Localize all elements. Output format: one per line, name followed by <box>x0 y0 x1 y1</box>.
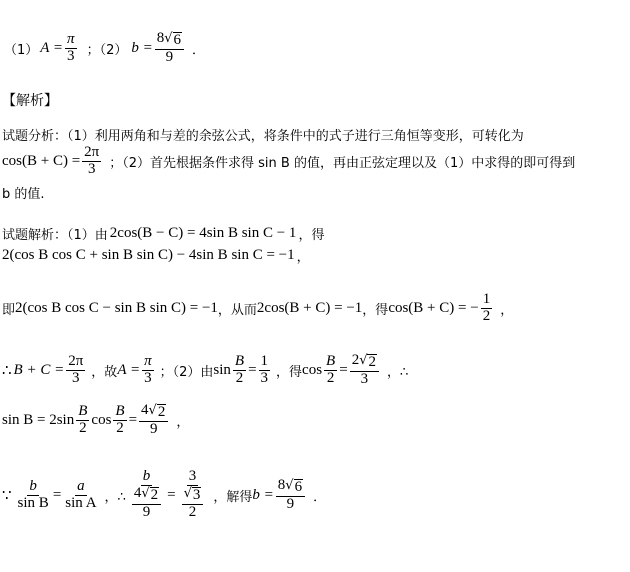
solution-l6-f1-den: sin B <box>17 494 49 511</box>
solution-l5-val-den: 9 <box>149 420 158 437</box>
sqrt-symbol: √ 6 <box>285 477 303 495</box>
answer-b-num-rad: 6 <box>173 31 182 48</box>
solution-l6-fraction5 <box>276 478 305 513</box>
solution-l4-sin: sin <box>213 361 231 378</box>
solution-l4-eq2: = <box>339 361 348 378</box>
solution-l5-end: ， <box>176 414 190 430</box>
solution-l6-eq2: = <box>167 486 176 503</box>
solution-l6-f4-den-den: 2 <box>188 503 197 520</box>
solution-line2 <box>2 246 310 265</box>
answer-part1-label: （1） <box>4 42 39 58</box>
solution-l1-suffix: ，得 <box>298 228 325 243</box>
answer-A-eq: A = <box>40 39 64 56</box>
solution-l3-fraction <box>481 292 493 325</box>
solution-l4-sin-den: 2 <box>235 369 244 386</box>
solution-l5-f2-den: 2 <box>116 419 124 436</box>
solution-l6-b: b = <box>252 486 274 503</box>
solution-l4-val-num: 1 <box>260 352 269 369</box>
solution-l4-A-den: 3 <box>144 369 152 386</box>
analysis-line2-rest: ；（2）首先根据条件求得 sin B 的值，再由正弦定理以及（1）中求得的即可得到 <box>109 155 576 171</box>
solution-line3 <box>2 288 513 328</box>
analysis-cos-num: 2π <box>84 143 100 160</box>
therefore-symbol: ∴ <box>2 362 12 379</box>
solution-l3-mid2: ，得 <box>362 302 389 318</box>
solution-l5-f1-den: 2 <box>79 419 87 436</box>
sqrt-symbol: √ 6 <box>164 30 182 48</box>
solution-l4-cos-val-den: 3 <box>360 370 369 387</box>
solution-l6-fraction1 <box>16 479 51 512</box>
solution-l4-cos: cos <box>302 361 323 378</box>
solution-l4-eq: = <box>248 361 257 378</box>
solution-l4-A-num: π <box>144 352 152 369</box>
solution-l4-cos-num: B <box>326 352 336 369</box>
solution-line5 <box>2 398 189 442</box>
solution-l5-val-coef: 4 <box>141 401 149 418</box>
solution-line4 <box>2 348 408 392</box>
solution-l5-f2-num: B <box>115 402 125 419</box>
solution-l5-eq: = <box>128 411 138 428</box>
solution-l6-f2-num: a <box>77 477 85 494</box>
solution-l4-cos-den: 2 <box>326 369 335 386</box>
solution-l5-fraction1 <box>76 404 89 437</box>
solution-l1-eq: 2cos(B − C) = 4sin B sin C − 1 <box>109 225 297 241</box>
answer-b-fraction <box>155 31 184 66</box>
solution-l6-f3-den-rad: 2 <box>150 487 159 504</box>
solution-l4-mid2: ；（2）由 <box>159 364 214 380</box>
solution-l6-mid: ，∴ <box>104 489 126 505</box>
solution-l4-end: ，∴ <box>386 364 409 380</box>
solution-line1 <box>2 224 324 243</box>
sqrt-symbol: √ 2 <box>148 402 166 420</box>
solution-l5-cos: cos <box>91 411 112 428</box>
answer-sep: ；（2） <box>86 42 128 58</box>
solution-l6-b-rad: 6 <box>294 478 303 495</box>
solution-l6-fraction3 <box>128 469 165 520</box>
solution-l6-f4-den <box>178 486 208 521</box>
solution-l4-fraction1 <box>66 354 85 387</box>
solution-l4-cos-val-rad: 2 <box>368 353 376 370</box>
solution-l3-den: 2 <box>482 307 491 324</box>
answer-end: ． <box>192 42 206 58</box>
solution-l6-f2-den: sin A <box>65 494 97 511</box>
answer-A-num: π <box>67 30 75 47</box>
solution-l4-fraction6 <box>350 353 379 388</box>
analysis-cos-lhs: cos(B + C) = <box>2 152 81 169</box>
solution-l4-mid3: ，得 <box>276 364 303 380</box>
section-title: 【解析】 <box>2 93 58 109</box>
answer-line <box>4 26 205 70</box>
solution-l6-fraction2 <box>63 479 98 512</box>
solution-l4-fraction2 <box>142 354 154 387</box>
sqrt-symbol: √ 2 <box>359 352 376 370</box>
answer-A-den: 3 <box>67 47 75 64</box>
solution-l6-fraction4 <box>178 469 208 520</box>
analysis-cos-fraction <box>82 145 101 178</box>
solution-l2-suffix: ， <box>296 250 310 265</box>
sqrt-symbol: √ 2 <box>141 486 159 504</box>
solution-l3-end: ， <box>500 302 514 318</box>
solution-l6-f4-den-fraction <box>182 486 204 521</box>
solution-l4-sin-num: B <box>234 352 245 369</box>
answer-b-num-coef: 8 <box>156 29 165 46</box>
solution-l6-end: ． <box>313 489 327 505</box>
solution-l6-f4-den-num <box>182 486 204 505</box>
analysis-line3: b 的值. <box>2 187 45 202</box>
answer-b-num <box>155 31 184 50</box>
solution-l3-num: 1 <box>482 290 491 307</box>
solution-l6-f1-num: b <box>29 477 37 494</box>
analysis-cos-den: 3 <box>87 160 96 177</box>
solution-l2-eq: 2(cos B cos C + sin B sin C) − 4sin B sin C = −1 <box>2 247 295 263</box>
solution-l5-fraction2 <box>113 404 126 437</box>
solution-l6-b-den: 9 <box>286 495 295 512</box>
sqrt-symbol: √ 3 <box>183 486 201 504</box>
solution-l4-val-den: 3 <box>260 369 269 386</box>
answer-A-fraction <box>65 32 77 65</box>
solution-l4-fraction5 <box>324 354 337 387</box>
analysis-line2 <box>2 142 575 180</box>
solution-l6-f3-den-fraction <box>132 486 161 521</box>
solution-l6-b-coef: 8 <box>277 476 286 493</box>
answer-b-eq: b = <box>131 39 153 56</box>
solution-l4-fraction4 <box>259 354 271 387</box>
solution-l6-mid2: ，解得 <box>213 489 253 505</box>
solution-l6-f4-den-rad: 3 <box>192 487 201 504</box>
answer-b-den: 9 <box>165 48 174 65</box>
solution-l6-f3-num: b <box>142 468 151 485</box>
solution-l6-f3-den <box>128 486 165 521</box>
solution-l6-b-num <box>276 478 305 497</box>
solution-l4-num: 2π <box>68 352 84 369</box>
solution-l4-cos-val-coef: 2 <box>351 351 360 368</box>
solution-line6 <box>2 462 326 528</box>
solution-l4-A: A = <box>117 361 141 378</box>
solution-l5-val-num <box>139 403 168 422</box>
solution-l3-prefix: 即 <box>2 302 16 318</box>
solution-l1-prefix: 试题解析：（1）由 <box>2 228 108 243</box>
solution-l6-f3-den-coef: 4 <box>133 485 142 502</box>
solution-l5-fraction3 <box>139 403 168 438</box>
solution-l6-f3-den-num <box>132 486 161 505</box>
solution-l6-f3-den-den: 9 <box>142 503 151 520</box>
solution-l3-eq2: 2cos(B + C) = −1 <box>256 299 363 316</box>
solution-l6-eq: = <box>52 486 62 503</box>
solution-l4-fraction3 <box>233 354 246 387</box>
solution-l4-den: 3 <box>72 369 80 386</box>
solution-l5-f1-num: B <box>78 402 88 419</box>
because-symbol: ∵ <box>2 487 12 504</box>
solution-l5-val-rad: 2 <box>157 403 166 420</box>
solution-l4-mid: ，故 <box>91 364 118 380</box>
solution-l4-lhs: B + C = <box>13 361 65 378</box>
solution-l3-eq3: cos(B + C) = − <box>388 299 479 316</box>
solution-l6-f4-num: 3 <box>188 468 197 485</box>
analysis-line1: 试题分析：（1）利用两角和与差的余弦公式，将条件中的式子进行三角恒等变形，可转化为 <box>2 129 524 144</box>
solution-l4-cos-val-num <box>350 353 379 372</box>
solution-l3-mid: ，从而 <box>217 302 257 318</box>
solution-l5-lhs: sin B = 2sin <box>2 411 75 428</box>
solution-l3-eq: 2(cos B cos C − sin B sin C) = −1 <box>15 299 218 316</box>
